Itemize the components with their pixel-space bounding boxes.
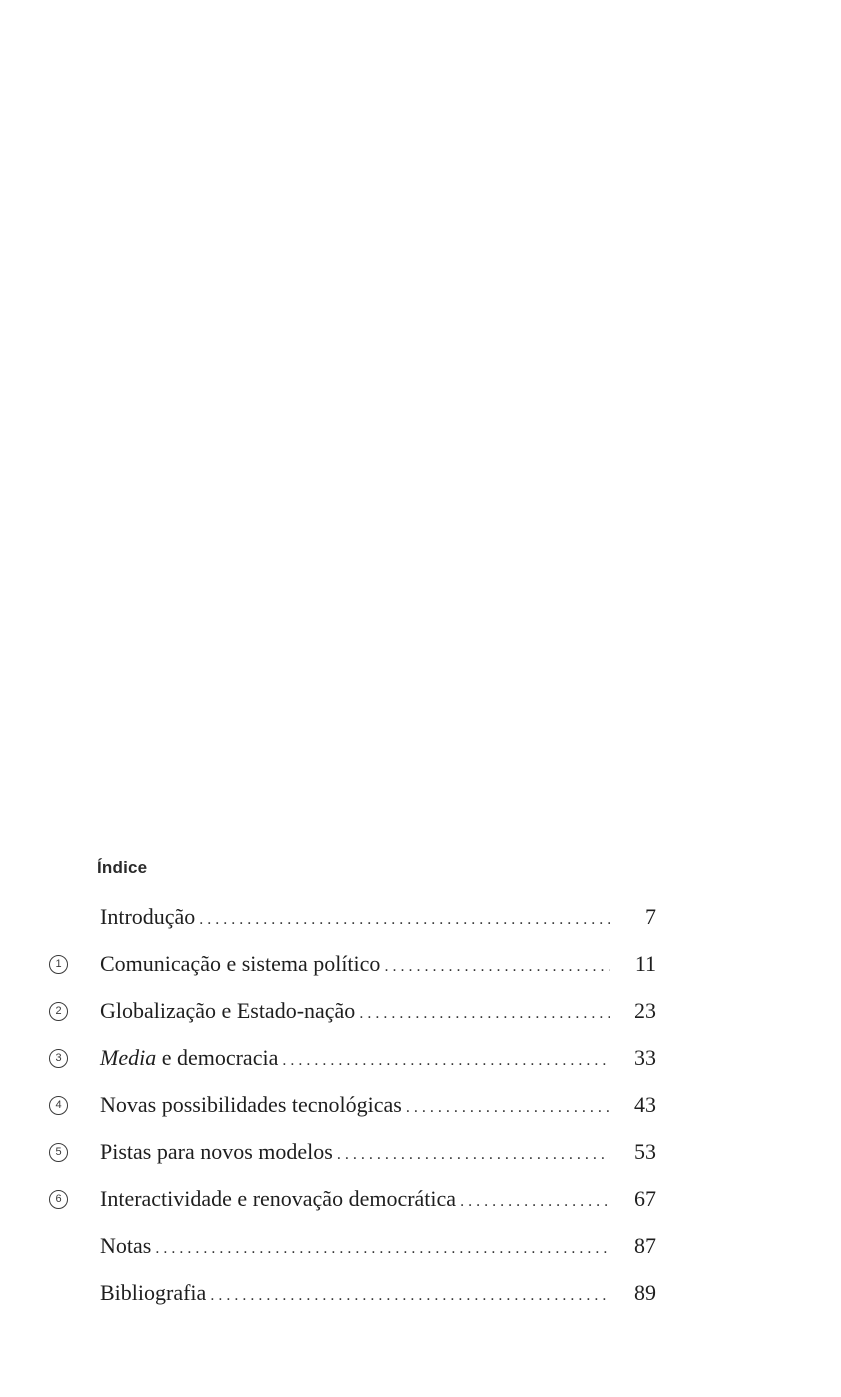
toc-entry-chapter-1[interactable]	[44, 944, 664, 984]
toc-page-number: 23	[634, 998, 656, 1023]
circled-number-2-icon: 2	[49, 1002, 68, 1021]
toc-entry-title: Notas	[100, 1233, 152, 1258]
toc-entry-title: Introdução	[100, 904, 196, 929]
toc-page-number: 89	[634, 1280, 656, 1305]
toc-entry-line	[100, 1226, 610, 1269]
toc-page-number: 7	[645, 904, 656, 929]
toc-entry-chapter-2[interactable]	[44, 991, 664, 1031]
toc-entry-title: Interactividade e renovação democrática	[100, 1186, 457, 1211]
toc-entry-chapter-5[interactable]	[44, 1132, 664, 1172]
dot-leader	[384, 947, 610, 987]
toc-entry-title: Pistas para novos modelos	[100, 1139, 333, 1164]
toc-page-number: 67	[634, 1186, 656, 1211]
toc-entry-bibliografia[interactable]	[44, 1273, 664, 1313]
dot-leader	[359, 994, 610, 1034]
toc-entry-line	[100, 1132, 610, 1175]
circled-number-4-icon: 4	[49, 1096, 68, 1115]
toc-entry-introducao[interactable]	[44, 897, 664, 937]
toc-entry-line	[100, 1038, 610, 1081]
toc-page-number: 53	[634, 1139, 656, 1164]
toc-page-number: 87	[634, 1233, 656, 1258]
toc-entry-title: Novas possibilidades tecnológicas	[100, 1092, 402, 1117]
toc-entry-line	[100, 1273, 610, 1316]
circled-number-1-icon: 1	[49, 955, 68, 974]
dot-leader	[460, 1182, 610, 1222]
circled-number-3-icon: 3	[49, 1049, 68, 1068]
toc-entry-chapter-3[interactable]	[44, 1038, 664, 1078]
toc-entry-title-italic: Media	[100, 1045, 157, 1070]
dot-leader	[155, 1229, 610, 1269]
toc-page-number: 11	[634, 951, 656, 976]
toc-entry-title: Comunicação e sistema político	[100, 951, 381, 976]
dot-leader	[210, 1276, 610, 1316]
toc-entry-chapter-4[interactable]	[44, 1085, 664, 1125]
dot-leader	[406, 1088, 610, 1128]
toc-entry-line	[100, 897, 610, 940]
toc-entry-title: Globalização e Estado-nação	[100, 998, 356, 1023]
toc-entry-line	[100, 1179, 610, 1222]
circled-number-6-icon: 6	[49, 1190, 68, 1209]
toc-entry-line	[100, 944, 610, 987]
dot-leader	[337, 1135, 610, 1175]
toc-page-number: 33	[634, 1045, 656, 1070]
dot-leader	[199, 900, 610, 940]
toc-entry-line	[100, 991, 610, 1034]
toc-entry-chapter-6[interactable]	[44, 1179, 664, 1219]
circled-number-5-icon: 5	[49, 1143, 68, 1162]
toc-entry-title: Bibliografia	[100, 1280, 207, 1305]
toc-page-number: 43	[634, 1092, 656, 1117]
toc-entry-line	[100, 1085, 610, 1128]
toc-heading: Índice	[97, 858, 148, 877]
dot-leader	[282, 1041, 610, 1081]
toc-entry-notas[interactable]	[44, 1226, 664, 1266]
toc-entry-title: Media e democracia	[100, 1045, 279, 1070]
